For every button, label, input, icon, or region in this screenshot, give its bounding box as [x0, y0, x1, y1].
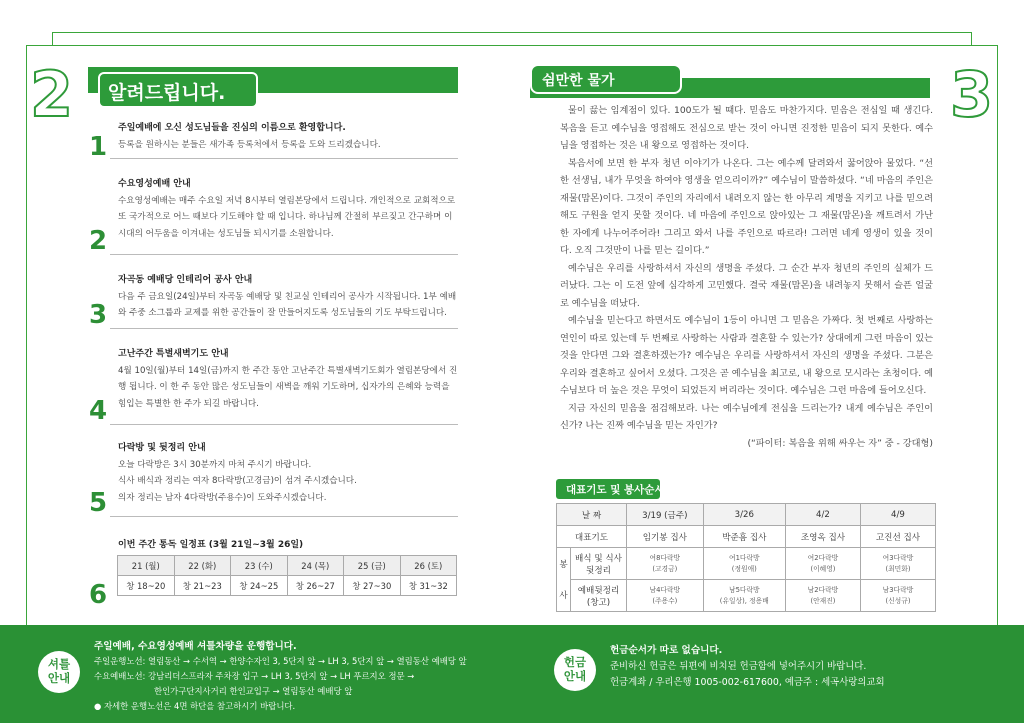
- page-number-left: 2: [30, 58, 74, 131]
- shuttle-badge: 셔틀 안내: [38, 651, 80, 693]
- table-row: [118, 556, 457, 576]
- day-cell: 22 (화): [174, 556, 231, 576]
- reading-cell: 창 24~25: [231, 576, 288, 596]
- schedule-title: 이번 주간 통독 일정표 (3월 21일~3월 26일): [118, 540, 304, 550]
- header-cell: 3/26: [703, 504, 785, 526]
- prayer-cell: 고진선 집사: [860, 526, 935, 548]
- reading-cell: 창 18~20: [118, 576, 175, 596]
- offering-line: 준비하신 헌금은 뒤편에 비치된 헌금함에 넣어주시기 바랍니다.: [610, 661, 867, 672]
- notice-head: 고난주간 특별새벽기도 안내: [118, 349, 229, 359]
- page-number-right: 3: [950, 58, 994, 131]
- prayer-cell: 박준흠 집사: [703, 526, 785, 548]
- notice-number: 4: [89, 396, 108, 426]
- row-label: 배식 및 식사뒷정리: [571, 548, 627, 580]
- notice-number: 1: [89, 132, 108, 162]
- meditation-article: [560, 102, 933, 452]
- row-label: 예배뒷정리 (창고): [571, 580, 627, 612]
- reading-cell: 창 31~32: [400, 576, 457, 596]
- notice-body-line: 오늘 다락방은 3시 30분까지 마쳐 주시기 바랍니다.: [118, 459, 312, 470]
- meal-cell: 여2다락방 (이혜영): [785, 548, 860, 580]
- side-label: 봉: [557, 548, 571, 580]
- notice-item-5: [118, 440, 458, 506]
- shuttle-note: ● 자세한 운행노선은 4면 하단을 참고하시기 바랍니다.: [94, 701, 296, 711]
- header-cell: 날 짜: [557, 504, 627, 526]
- side-label: 사: [557, 580, 571, 612]
- shuttle-info: [94, 639, 467, 714]
- prayer-cell: 조영옥 집사: [785, 526, 860, 548]
- notice-item-1: [118, 120, 458, 153]
- reading-cell: 창 26~27: [287, 576, 344, 596]
- notice-head: 자곡동 예배당 인테리어 공사 안내: [118, 275, 253, 285]
- reading-cell: 창 21~23: [174, 576, 231, 596]
- article-paragraph: 물이 끓는 임계점이 있다. 100도가 될 때다. 믿음도 마찬가지다. 믿음은 전심일 때 생긴다. 복음을 듣고 예수님을 영접해도 전심으로 받는 것이 아니면 진정한 믿음이 되지 못한다. 예수님을 영접하는 것은 내 왕으로 영접하는 것이다.: [560, 105, 933, 151]
- chair-cell: 남3다락방 (신성규): [860, 580, 935, 612]
- header-cell: 4/2: [785, 504, 860, 526]
- chair-cell: 남2다락방 (안재진): [785, 580, 860, 612]
- notice-item-2: [118, 176, 458, 242]
- prayer-cell: 임기봉 집사: [627, 526, 704, 548]
- meal-cell: 여8다락방 (고경금): [627, 548, 704, 580]
- day-cell: 26 (토): [400, 556, 457, 576]
- day-cell: 25 (금): [344, 556, 401, 576]
- shuttle-line: 한인가구단지사거리 한인교입구 → 열림동산 예배당 앞: [154, 686, 353, 696]
- offering-heading: 헌금순서가 따로 없습니다.: [610, 645, 723, 656]
- footer-bar: [0, 625, 1024, 723]
- divider: [110, 424, 458, 425]
- notice-number: 6: [89, 580, 108, 610]
- notice-item-3: [118, 272, 458, 322]
- day-cell: 21 (월): [118, 556, 175, 576]
- frame-top-line: [52, 32, 972, 46]
- article-source: (“파이터: 복음을 위해 싸우는 자” 중 - 강대형): [747, 437, 933, 449]
- table-row: [557, 580, 936, 612]
- chair-cell: 남5다락방 (유일상), 정용배: [703, 580, 785, 612]
- duty-table: [556, 503, 936, 612]
- article-paragraph: 예수님은 우리를 사랑하셔서 자신의 생명을 주셨다. 그 순간 부자 청년의 주인의 실체가 드러났다. 그는 이 도전 앞에 심각하게 고민했다. 결국 재물(맘몬)을 내려놓지 못해서 슬픈 얼굴로 예수님을 떠났다.: [560, 262, 933, 309]
- notice-head: 다락방 및 뒷정리 안내: [118, 443, 206, 453]
- notice-body: 4월 10일(월)부터 14일(금)까지 한 주간 동안 고난주간 특별새벽기도회가 열림본당에서 진행 됩니다. 이 한 주 동안 많은 성도님들이 새벽을 깨워 기도하며, 십자가의 은혜와 능력을 힘입는 특별한 한 주가 되길 바랍니다.: [118, 365, 458, 409]
- article-paragraph: 복음서에 보면 한 부자 청년 이야기가 나온다. 그는 예수께 달려와서 꿇어앉아 물었다. “선한 선생님, 내가 무엇을 하여야 영생을 얻으리이까?” 예수님이 말씀하셨다. “네 마음의 주인은 재물(맘몬)이다. 그것이 주인의 자리에서 내려오지 않는 한 아무리 계명을 지키고 나를 믿으려 해도 구원을 얻지 못할 것이다. 네 마음에 주인으로 앉아있는 그 재물(맘몬)을 깨트려서 가난한 자에게 나누어주어라! 그리고 와서 나를 주인으로 따르라! 그러면 네게 영생이 있을 것이다. 오직 그것만이 나를 믿는 길이다.”: [560, 157, 933, 256]
- divider: [110, 516, 458, 517]
- article-paragraph: 지금 자신의 믿음을 점검해보라. 나는 예수님에게 전심을 드리는가? 내게 예수님은 주인이신가? 나는 진짜 예수님을 믿는 자인가?: [560, 402, 933, 431]
- divider: [110, 328, 458, 329]
- duty-title: 대표기도 및 봉사순서: [566, 484, 665, 496]
- day-cell: 23 (수): [231, 556, 288, 576]
- divider: [110, 158, 458, 159]
- table-row: [557, 548, 936, 580]
- notice-head: 수요영성예배 안내: [118, 179, 191, 189]
- notice-item-4: [118, 346, 458, 412]
- day-cell: 24 (목): [287, 556, 344, 576]
- notice-body: 수요영성예배는 매주 수요일 저녁 8시부터 열림본당에서 드립니다. 개인적으로 교회적으로 또 국가적으로 어느 때보다 기도해야 할 때 입니다. 하나님께 간절히 부르짖고 간구하며 이 시대의 어두움을 이겨내는 성도님들 되시기를 소원합니다.: [118, 195, 456, 239]
- notice-number: 3: [89, 300, 108, 330]
- offering-badge: 헌금 안내: [554, 649, 596, 691]
- offering-info: [610, 643, 885, 691]
- chair-cell: 남4다락방 (주용수): [627, 580, 704, 612]
- table-row: [118, 576, 457, 596]
- reading-schedule-table: [117, 555, 457, 596]
- meditation-title: 쉼만한 물가: [542, 73, 615, 89]
- notice-head: 주일예배에 오신 성도님들을 진심의 이름으로 환영합니다.: [118, 123, 346, 133]
- notice-body: 다음 주 금요일(24일)부터 자곡동 예배당 및 친교실 인테리어 공사가 시작됩니다. 1부 예배와 주중 소그룹과 교제를 위한 공간들이 잘 만들어지도록 성도님들의 기도 부탁드립니다.: [118, 291, 457, 318]
- notice-number: 5: [89, 488, 108, 518]
- announcements-title: 알려드립니다.: [108, 82, 226, 104]
- shuttle-line: 수요예배노선: 강남리더스프라자 주차장 입구 → LH 3, 5단지 앞 → LH 푸르지오 정문 →: [94, 671, 415, 681]
- notice-body-line: 식사 배식과 정리는 여자 8다락방(고경금)이 섬겨 주시겠습니다.: [118, 476, 357, 486]
- notice-body: 등록을 원하시는 분들은 새가족 등록처에서 등록을 도와 드리겠습니다.: [118, 139, 381, 150]
- meal-cell: 여3다락방 (최민화): [860, 548, 935, 580]
- table-row: [557, 504, 936, 526]
- divider: [110, 254, 458, 255]
- article-paragraph: 예수님을 믿는다고 하면서도 예수님이 1등이 아니면 그 믿음은 가짜다. 첫 번째로 사랑하는 연인이 따로 있는데 두 번째로 사랑하는 사람과 결혼할 수 있는가? 상대에게 그런 마음이 있는 것을 안다면 그와 결혼하겠는가? 예수님은 우리를 사랑하셔서 자신의 생명을 주셨다. 그분은 우리와 결혼하고 싶어서 오셨다. 그것은 곧 예수님을 최고로, 내 왕으로 모시라는 초청이다. 예수님보다 더 높은 것은 무엇이 되었든지 버리라는 것이다. 예수님은 그런 마음에 들어오신다.: [560, 315, 933, 396]
- notice-body-line: 의자 정리는 남자 4다락방(주용수)이 도와주시겠습니다.: [118, 492, 327, 503]
- offering-line: 헌금계좌 / 우리은행 1005-002-617600, 예금주 : 세곡사랑의교회: [610, 677, 885, 688]
- table-row: [557, 526, 936, 548]
- shuttle-line: 주일운행노선: 열림동산 → 수서역 → 한양수자인 3, 5단지 앞 → LH 3, 5단지 앞 → 열림동산 예배당 앞: [94, 656, 467, 666]
- header-cell: 4/9: [860, 504, 935, 526]
- meal-cell: 여1다락방 (정원애): [703, 548, 785, 580]
- header-cell: 3/19 (금주): [627, 504, 704, 526]
- notice-number: 2: [89, 226, 108, 256]
- row-label: 대표기도: [557, 526, 627, 548]
- reading-cell: 창 27~30: [344, 576, 401, 596]
- shuttle-heading: 주일예배, 수요영성예배 셔틀차량을 운행합니다.: [94, 641, 297, 652]
